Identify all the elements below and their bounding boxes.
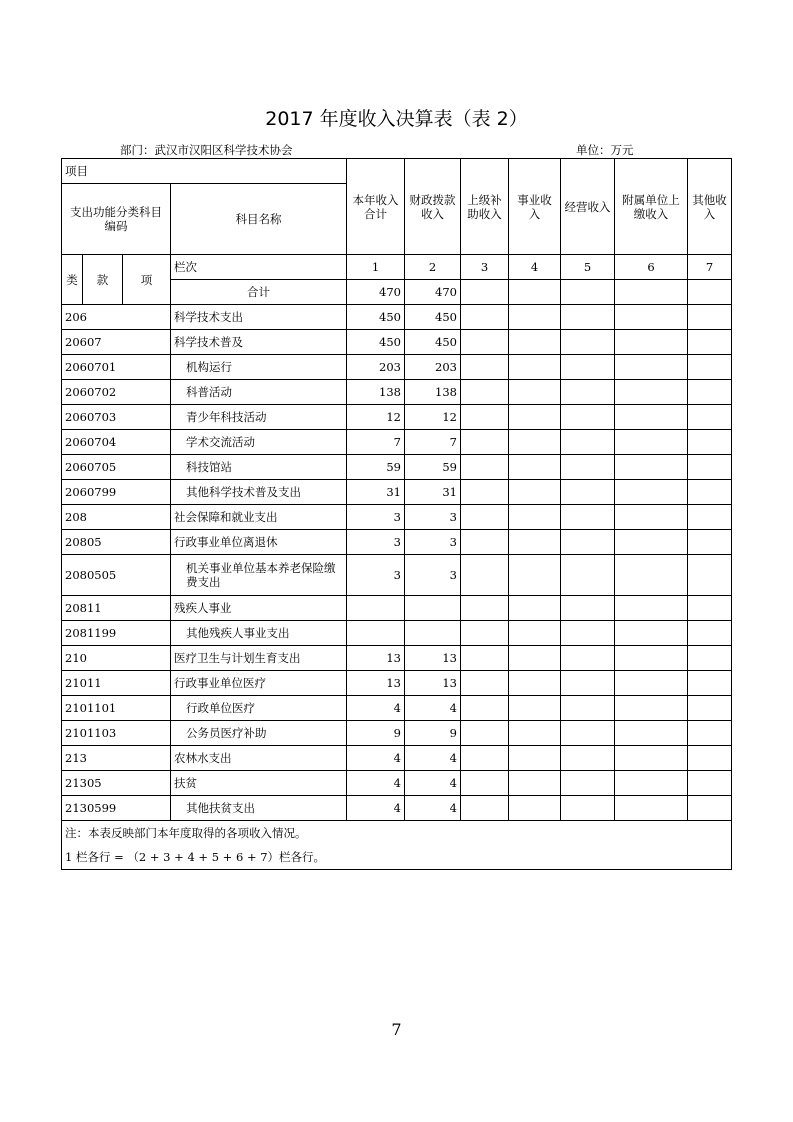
row-code: 2081199 [62, 621, 171, 646]
col-num-3: 3 [461, 255, 509, 280]
header-xiang: 项 [123, 255, 171, 305]
row-subject-name: 机构运行 [171, 355, 347, 380]
row-subject-name: 公务员医疗补助 [171, 721, 347, 746]
row-empty-cell [688, 671, 732, 696]
row-empty-cell [615, 330, 688, 355]
row-fiscal: 13 [405, 671, 461, 696]
row-empty-cell [461, 746, 509, 771]
row-empty-cell [509, 430, 561, 455]
row-total: 13 [347, 646, 405, 671]
row-total: 450 [347, 305, 405, 330]
row-fiscal: 31 [405, 480, 461, 505]
row-empty-cell [615, 530, 688, 555]
row-fiscal [405, 596, 461, 621]
row-total [347, 621, 405, 646]
row-empty-cell [509, 671, 561, 696]
row-empty-cell [509, 455, 561, 480]
header-col-4: 事业收入 [509, 159, 561, 255]
row-empty-cell [615, 505, 688, 530]
row-empty-cell [561, 530, 615, 555]
row-empty-cell [461, 430, 509, 455]
income-table [61, 158, 732, 870]
header-col-7: 其他收入 [688, 159, 732, 255]
row-code: 2060701 [62, 355, 171, 380]
row-empty-cell [561, 621, 615, 646]
row-subject-name: 青少年科技活动 [171, 405, 347, 430]
row-subject-name: 残疾人事业 [171, 596, 347, 621]
row-empty-cell [461, 696, 509, 721]
row-fiscal: 138 [405, 380, 461, 405]
row-empty-cell [461, 455, 509, 480]
table-row [62, 555, 732, 596]
row-total [347, 596, 405, 621]
row-empty-cell [615, 405, 688, 430]
row-subject-name: 科学技术普及 [171, 330, 347, 355]
table-row [62, 355, 732, 380]
table-row [62, 305, 732, 330]
row-code: 2101101 [62, 696, 171, 721]
row-code: 2080505 [62, 555, 171, 596]
row-code: 21305 [62, 771, 171, 796]
row-code: 20811 [62, 596, 171, 621]
total-value-1: 470 [347, 280, 405, 305]
row-code: 20805 [62, 530, 171, 555]
row-empty-cell [561, 505, 615, 530]
row-empty-cell [461, 646, 509, 671]
row-total: 3 [347, 555, 405, 596]
row-empty-cell [509, 721, 561, 746]
table-row [62, 505, 732, 530]
row-total: 7 [347, 430, 405, 455]
row-fiscal: 3 [405, 555, 461, 596]
row-code: 21011 [62, 671, 171, 696]
row-subject-name: 医疗卫生与计划生育支出 [171, 646, 347, 671]
row-empty-cell [688, 696, 732, 721]
row-empty-cell [509, 771, 561, 796]
row-total: 12 [347, 405, 405, 430]
row-empty-cell [461, 380, 509, 405]
row-empty-cell [615, 671, 688, 696]
row-empty-cell [688, 771, 732, 796]
row-total: 13 [347, 671, 405, 696]
row-empty-cell [615, 721, 688, 746]
row-total: 4 [347, 746, 405, 771]
row-empty-cell [615, 621, 688, 646]
row-code: 2060705 [62, 455, 171, 480]
row-empty-cell [688, 455, 732, 480]
row-subject-name: 科普活动 [171, 380, 347, 405]
row-fiscal: 203 [405, 355, 461, 380]
table-row [62, 530, 732, 555]
row-empty-cell [688, 305, 732, 330]
row-empty-cell [615, 480, 688, 505]
row-empty-cell [688, 646, 732, 671]
row-empty-cell [561, 455, 615, 480]
row-empty-cell [461, 330, 509, 355]
row-empty-cell [688, 505, 732, 530]
col-num-4: 4 [509, 255, 561, 280]
row-empty-cell [561, 380, 615, 405]
col-num-5: 5 [561, 255, 615, 280]
row-empty-cell [615, 380, 688, 405]
row-empty-cell [688, 530, 732, 555]
row-empty-cell [688, 555, 732, 596]
col-num-1: 1 [347, 255, 405, 280]
table-note: 1 栏各行 = （2 + 3 + 4 + 5 + 6 + 7）栏各行。 [62, 845, 732, 870]
row-fiscal: 7 [405, 430, 461, 455]
row-subject-name: 其他扶贫支出 [171, 796, 347, 821]
col-num-2: 2 [405, 255, 461, 280]
row-fiscal: 4 [405, 771, 461, 796]
row-empty-cell [561, 596, 615, 621]
row-code: 20607 [62, 330, 171, 355]
row-empty-cell [561, 430, 615, 455]
row-empty-cell [688, 721, 732, 746]
row-empty-cell [509, 796, 561, 821]
table-note: 注：本表反映部门本年度取得的各项收入情况。 [62, 821, 732, 846]
row-empty-cell [461, 771, 509, 796]
col-num-7: 7 [688, 255, 732, 280]
row-fiscal: 59 [405, 455, 461, 480]
row-total: 203 [347, 355, 405, 380]
row-subject-name: 机关事业单位基本养老保险缴费支出 [171, 555, 347, 596]
row-empty-cell [615, 355, 688, 380]
row-empty-cell [561, 696, 615, 721]
row-code: 2130599 [62, 796, 171, 821]
row-subject-name: 学术交流活动 [171, 430, 347, 455]
row-empty-cell [615, 646, 688, 671]
row-fiscal: 12 [405, 405, 461, 430]
row-fiscal: 3 [405, 505, 461, 530]
row-empty-cell [561, 305, 615, 330]
row-empty-cell [688, 621, 732, 646]
table-row [62, 621, 732, 646]
row-code: 2060799 [62, 480, 171, 505]
row-total: 4 [347, 771, 405, 796]
row-empty-cell [615, 455, 688, 480]
row-empty-cell [509, 530, 561, 555]
row-empty-cell [509, 355, 561, 380]
unit-label: 单位：万元 [576, 143, 634, 157]
row-empty-cell [688, 380, 732, 405]
department-label: 部门：武汉市汉阳区科学技术协会 [120, 143, 293, 157]
row-subject-name: 行政事业单位医疗 [171, 671, 347, 696]
table-row [62, 480, 732, 505]
row-empty-cell [561, 671, 615, 696]
row-empty-cell [509, 621, 561, 646]
total-label: 合计 [171, 280, 347, 305]
row-empty-cell [461, 621, 509, 646]
row-empty-cell [461, 721, 509, 746]
row-empty-cell [461, 671, 509, 696]
row-empty-cell [561, 555, 615, 596]
table-row [62, 796, 732, 821]
row-empty-cell [509, 696, 561, 721]
row-subject-name: 扶贫 [171, 771, 347, 796]
row-subject-name: 农林水支出 [171, 746, 347, 771]
row-code: 206 [62, 305, 171, 330]
header-col-1: 本年收入合计 [347, 159, 405, 255]
row-empty-cell [461, 305, 509, 330]
header-col-2: 财政拨款收入 [405, 159, 461, 255]
row-empty-cell [688, 355, 732, 380]
row-empty-cell [461, 405, 509, 430]
row-fiscal: 9 [405, 721, 461, 746]
row-code: 210 [62, 646, 171, 671]
row-empty-cell [509, 646, 561, 671]
row-empty-cell [561, 355, 615, 380]
row-empty-cell [688, 430, 732, 455]
row-empty-cell [688, 480, 732, 505]
row-empty-cell [509, 746, 561, 771]
row-empty-cell [561, 796, 615, 821]
row-empty-cell [509, 380, 561, 405]
row-total: 31 [347, 480, 405, 505]
table-row [62, 696, 732, 721]
header-subject-name: 科目名称 [171, 184, 347, 255]
row-empty-cell [461, 796, 509, 821]
row-empty-cell [615, 430, 688, 455]
row-subject-name: 社会保障和就业支出 [171, 505, 347, 530]
row-empty-cell [688, 596, 732, 621]
row-total: 3 [347, 530, 405, 555]
header-col-6: 附属单位上缴收入 [615, 159, 688, 255]
header-kuan: 款 [83, 255, 123, 305]
row-subject-name: 科学技术支出 [171, 305, 347, 330]
row-empty-cell [561, 480, 615, 505]
row-empty-cell [561, 330, 615, 355]
row-empty-cell [615, 596, 688, 621]
row-subject-name: 其他残疾人事业支出 [171, 621, 347, 646]
row-empty-cell [561, 646, 615, 671]
table-row [62, 771, 732, 796]
header-project: 项目 [62, 159, 347, 184]
row-total: 138 [347, 380, 405, 405]
row-empty-cell [461, 596, 509, 621]
row-code: 2060703 [62, 405, 171, 430]
total-value-2: 470 [405, 280, 461, 305]
row-fiscal: 4 [405, 696, 461, 721]
row-code: 208 [62, 505, 171, 530]
row-empty-cell [615, 796, 688, 821]
page-title: 2017 年度收入决算表（表 2） [265, 108, 528, 130]
col-num-6: 6 [615, 255, 688, 280]
row-empty-cell [561, 771, 615, 796]
header-col-3: 上级补助收入 [461, 159, 509, 255]
row-empty-cell [509, 505, 561, 530]
row-empty-cell [509, 405, 561, 430]
row-total: 59 [347, 455, 405, 480]
row-fiscal: 450 [405, 305, 461, 330]
table-row [62, 405, 732, 430]
row-total: 450 [347, 330, 405, 355]
row-subject-name: 行政事业单位离退休 [171, 530, 347, 555]
row-empty-cell [688, 746, 732, 771]
row-empty-cell [509, 330, 561, 355]
row-code: 213 [62, 746, 171, 771]
table-row [62, 455, 732, 480]
table-row [62, 671, 732, 696]
row-empty-cell [615, 696, 688, 721]
row-code: 2060704 [62, 430, 171, 455]
row-empty-cell [461, 355, 509, 380]
row-empty-cell [509, 480, 561, 505]
table-row [62, 746, 732, 771]
row-total: 9 [347, 721, 405, 746]
row-fiscal: 4 [405, 746, 461, 771]
header-lanci: 栏次 [171, 255, 347, 280]
row-total: 4 [347, 696, 405, 721]
row-total: 4 [347, 796, 405, 821]
row-empty-cell [509, 305, 561, 330]
table-row [62, 646, 732, 671]
row-empty-cell [688, 405, 732, 430]
row-empty-cell [615, 746, 688, 771]
row-fiscal: 3 [405, 530, 461, 555]
row-code: 2101103 [62, 721, 171, 746]
row-empty-cell [688, 330, 732, 355]
row-fiscal: 450 [405, 330, 461, 355]
row-empty-cell [561, 721, 615, 746]
page-number: 7 [391, 1020, 402, 1039]
row-empty-cell [615, 305, 688, 330]
row-empty-cell [461, 505, 509, 530]
table-row [62, 721, 732, 746]
row-fiscal [405, 621, 461, 646]
row-fiscal: 4 [405, 796, 461, 821]
row-empty-cell [509, 555, 561, 596]
table-row [62, 596, 732, 621]
row-subject-name: 行政单位医疗 [171, 696, 347, 721]
row-empty-cell [461, 480, 509, 505]
row-empty-cell [688, 796, 732, 821]
row-code: 2060702 [62, 380, 171, 405]
row-empty-cell [561, 405, 615, 430]
row-total: 3 [347, 505, 405, 530]
row-empty-cell [615, 555, 688, 596]
row-empty-cell [461, 530, 509, 555]
header-code-group: 支出功能分类科目编码 [62, 184, 171, 255]
header-lei: 类 [62, 255, 83, 305]
row-fiscal: 13 [405, 646, 461, 671]
table-row [62, 330, 732, 355]
row-empty-cell [615, 771, 688, 796]
row-empty-cell [509, 596, 561, 621]
row-subject-name: 其他科学技术普及支出 [171, 480, 347, 505]
row-empty-cell [461, 555, 509, 596]
row-empty-cell [561, 746, 615, 771]
table-row [62, 430, 732, 455]
header-col-5: 经营收入 [561, 159, 615, 255]
row-subject-name: 科技馆站 [171, 455, 347, 480]
table-row [62, 380, 732, 405]
